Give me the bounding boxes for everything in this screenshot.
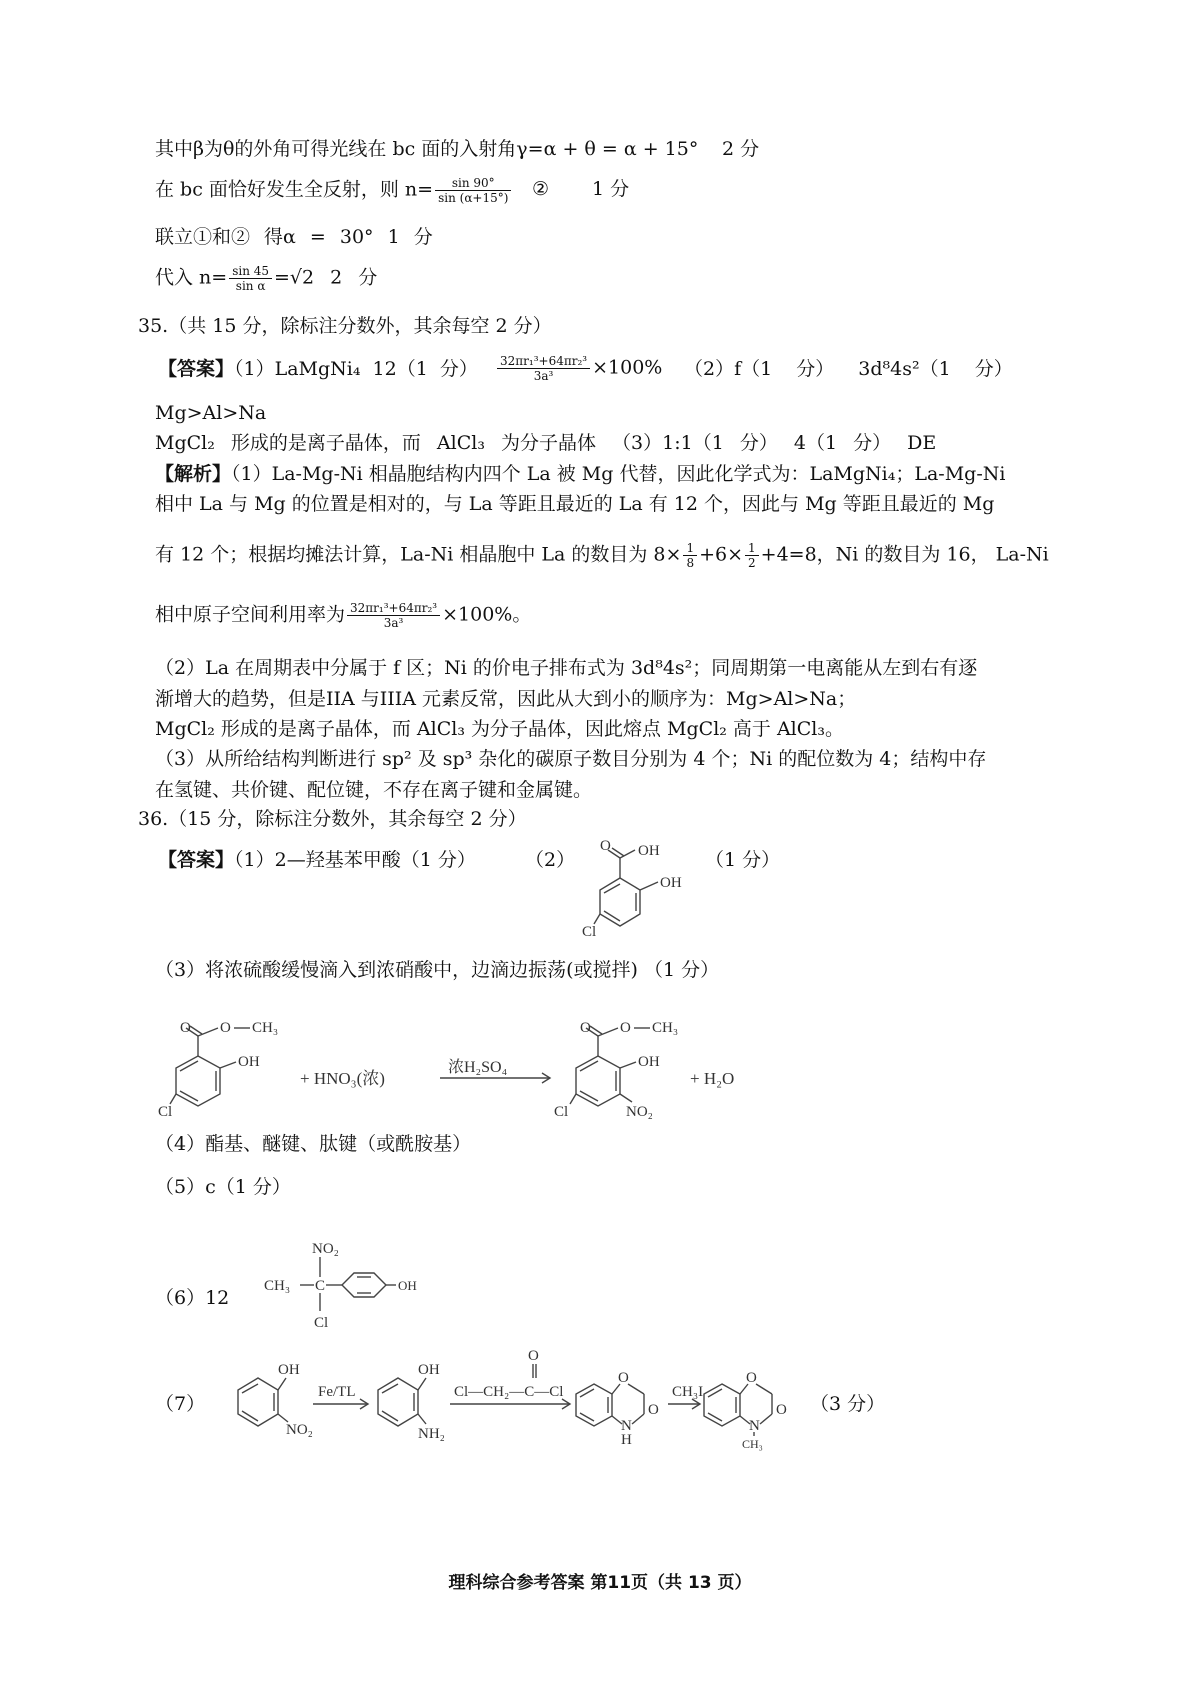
analysis-line-5: （2）La 在周期表中分属于 f 区；Ni 的价电子排布式为 3d⁸4s²；同周期第一电离能从左到右有逐 xyxy=(155,657,978,679)
answer-35-line-3: MgCl₂ 形成的是离子晶体，而 AlCl₃ 为分子晶体 （3）1:1（1 分） 4（1 分） DE xyxy=(155,432,937,454)
answer-label: 【答案】 xyxy=(158,849,235,871)
page-footer: 理科综合参考答案 第11页（共 13 页） xyxy=(448,1573,752,1593)
optics-score-1: 2 分 xyxy=(722,138,760,160)
carbonyl-o-label: O xyxy=(600,838,611,854)
reduction-reagent: Fe/TL xyxy=(318,1384,356,1400)
answer-36-part-1: （1）2—羟基苯甲酸（1 分） xyxy=(234,849,476,871)
isomer-nitro: NO₂ xyxy=(312,1241,339,1257)
nitrophenol-nitro: NO₂ xyxy=(286,1422,313,1438)
isomer-cl: Cl xyxy=(314,1315,329,1331)
product-ring-o: O xyxy=(746,1370,757,1386)
ionization-order: Mg>Al>Na xyxy=(155,402,267,424)
analysis-label: 【解析】 xyxy=(155,463,232,485)
isomer-structure xyxy=(262,1237,432,1341)
answer-36-part-7: （7） xyxy=(155,1393,206,1415)
isomer-methyl: CH₃ xyxy=(264,1278,291,1294)
answer-35-part-1: （1）LaMgNi₄ 12（1 分） xyxy=(234,358,478,380)
answer-label: 【答案】 xyxy=(158,358,235,380)
optics-line-1 xyxy=(155,136,698,162)
reactant-methyl: CH₃ xyxy=(252,1020,279,1036)
product-carbonyl-o: O xyxy=(776,1402,787,1418)
product-nitro: NO₂ xyxy=(626,1104,653,1120)
analysis-line-9: 在氢键、共价键、配位键，不存在离子键和金属键。 xyxy=(155,779,593,801)
isomer-carbon: C xyxy=(315,1278,326,1294)
reactant-oh: OH xyxy=(238,1054,260,1070)
product-carbonyl-o: O xyxy=(580,1020,591,1036)
analysis-line-4 xyxy=(155,601,531,630)
packing-fraction xyxy=(495,354,662,383)
analysis-text-3a: 有 12 个；根据均摊法计算，La-Ni 相晶胞中 La 的数目为 8× xyxy=(155,543,682,566)
acyl-chloride-o: O xyxy=(528,1348,539,1364)
utilization-fraction xyxy=(347,601,440,630)
analysis-line-6: 渐增大的趋势，但是IIA 与IIIA 元素反常，因此从大到小的顺序为：Mg>Al>Na； xyxy=(155,688,857,710)
total-reflection-text: 在 bc 面恰好发生全反射，则 n= xyxy=(155,178,434,201)
fraction-denominator: 8 xyxy=(686,556,695,570)
percent-text: ×100% xyxy=(592,356,663,379)
water-product: + H₂O xyxy=(690,1069,735,1088)
analysis-text-3c: +4=8，Ni 的数目为 16， La-Ni xyxy=(760,543,1049,566)
incidence-angle-text: 其中β为θ的外角可得光线在 bc 面的入射角γ=α + θ = α + 15° xyxy=(155,138,699,160)
product-n: N xyxy=(749,1418,760,1434)
index-fraction xyxy=(229,264,272,293)
product-methyl: CH₃ xyxy=(652,1020,679,1036)
analysis-text-4b: ×100%。 xyxy=(442,603,532,626)
analysis-line-8: （3）从所给结构判断进行 sp² 及 sp³ 杂化的碳原子数目分别为 4 个；Ni 的配位数为 4；结构中存 xyxy=(155,748,987,770)
chloroacetyl-chloride-reagent: Cl—CH₂—C—Cl xyxy=(454,1384,564,1400)
carboxyl-oh-label: OH xyxy=(638,843,660,859)
fraction-numerator: 1 xyxy=(745,541,759,556)
product-cl: Cl xyxy=(554,1104,569,1120)
optics-line-3: 联立①和② 得α = 30° 1 分 xyxy=(155,226,433,248)
analysis-line-3 xyxy=(155,541,1049,570)
fraction-denominator: sin (α+15°) xyxy=(438,191,509,205)
fraction-numerator: 32πr₁³+64πr₂³ xyxy=(347,601,440,616)
question-35-header: 35.（共 15 分，除标注分数外，其余每空 2 分） xyxy=(138,315,552,337)
answer-35-part-2: （2）f（1 分） 3d⁸4s²（1 分） xyxy=(684,358,1013,380)
answer-36-part-5: （5）c（1 分） xyxy=(155,1176,291,1198)
result-text: =√2 2 分 xyxy=(274,266,378,289)
aminophenol-oh: OH xyxy=(418,1362,440,1378)
oxazinone-n: N xyxy=(621,1418,632,1434)
fraction-denominator: sin α xyxy=(235,279,266,293)
aminophenol-amino: NH₂ xyxy=(418,1426,445,1442)
isomer-oh: OH xyxy=(398,1278,417,1293)
synthesis-route-scheme xyxy=(228,1338,808,1452)
product-oh: OH xyxy=(638,1054,660,1070)
packing-fraction-expr xyxy=(497,354,590,383)
reactant-ester-o: O xyxy=(220,1020,231,1036)
fraction-numerator: sin 45 xyxy=(229,264,272,279)
fraction-denominator: 2 xyxy=(748,556,756,570)
oxazinone-carbonyl-o: O xyxy=(648,1402,659,1418)
analysis-line-7: MgCl₂ 形成的是离子晶体，而 AlCl₃ 为分子晶体，因此熔点 MgCl₂ 高于 AlCl₃。 xyxy=(155,718,844,740)
fraction-numerator: 32πr₁³+64πr₂³ xyxy=(497,354,590,369)
answer-36-part-7-score: （3 分） xyxy=(810,1393,886,1415)
phenol-oh-label: OH xyxy=(660,875,682,891)
optics-line-4 xyxy=(155,264,377,293)
nitrophenol-oh: OH xyxy=(278,1362,300,1378)
oxazinone-nh-h: H xyxy=(621,1432,632,1448)
chloro-label: Cl xyxy=(582,924,597,940)
fraction-denominator: 3a³ xyxy=(383,616,404,630)
eighth-fraction xyxy=(683,541,697,570)
oxazinone-ring-o: O xyxy=(618,1370,629,1386)
answer-36-part-2-score: （1 分） xyxy=(705,849,781,871)
refraction-fraction xyxy=(435,176,511,205)
nitration-reaction-scheme xyxy=(150,1008,790,1132)
sulfuric-acid-condition: 浓H₂SO₄ xyxy=(448,1059,508,1076)
answer-35-line-1 xyxy=(158,356,478,382)
fraction-numerator: sin 90° xyxy=(435,176,511,191)
answer-36-line-1 xyxy=(158,847,476,873)
half-fraction xyxy=(745,541,759,570)
answer-36-part-2-label: （2） xyxy=(525,849,576,871)
question-36-header: 36.（15 分，除标注分数外，其余每空 2 分） xyxy=(138,808,527,830)
fraction-denominator: 3a³ xyxy=(533,369,554,383)
analysis-line-2: 相中 La 与 Mg 的位置是相对的，与 La 等距且最近的 La 有 12 个，因此与 Mg 等距且最近的 Mg xyxy=(155,493,995,515)
analysis-line-1 xyxy=(155,461,1005,487)
answer-36-part-6: （6）12 xyxy=(155,1287,230,1309)
substitute-text: 代入 n= xyxy=(155,266,228,289)
answer-36-part-3: （3）将浓硫酸缓慢滴入到浓硝酸中，边滴边振荡(或搅拌) （1 分） xyxy=(155,959,720,981)
reactant-carbonyl-o: O xyxy=(180,1020,191,1036)
optics-line-2 xyxy=(155,176,513,205)
methyl-iodide-reagent: CH₃I xyxy=(672,1384,704,1400)
fraction-numerator: 1 xyxy=(683,541,697,556)
analysis-text-1: （1）La-Mg-Ni 相晶胞结构内四个 La 被 Mg 代替，因此化学式为：LaMgNi₄；La-Mg-Ni xyxy=(231,463,1006,485)
chlorosalicylic-acid-structure xyxy=(580,838,700,942)
optics-score-2: 1 分 xyxy=(592,178,630,200)
answer-36-part-4: （4）酯基、醚键、肽键（或酰胺基） xyxy=(155,1133,472,1155)
equation-mark-2: ② xyxy=(532,178,550,200)
reactant-cl: Cl xyxy=(158,1104,173,1120)
analysis-text-3b: +6× xyxy=(699,543,744,566)
analysis-text-4a: 相中原子空间利用率为 xyxy=(155,603,346,626)
product-ester-o: O xyxy=(620,1020,631,1036)
nitric-acid-reagent: + HNO₃(浓) xyxy=(300,1069,385,1088)
product-n-methyl: CH₃ xyxy=(742,1437,763,1451)
